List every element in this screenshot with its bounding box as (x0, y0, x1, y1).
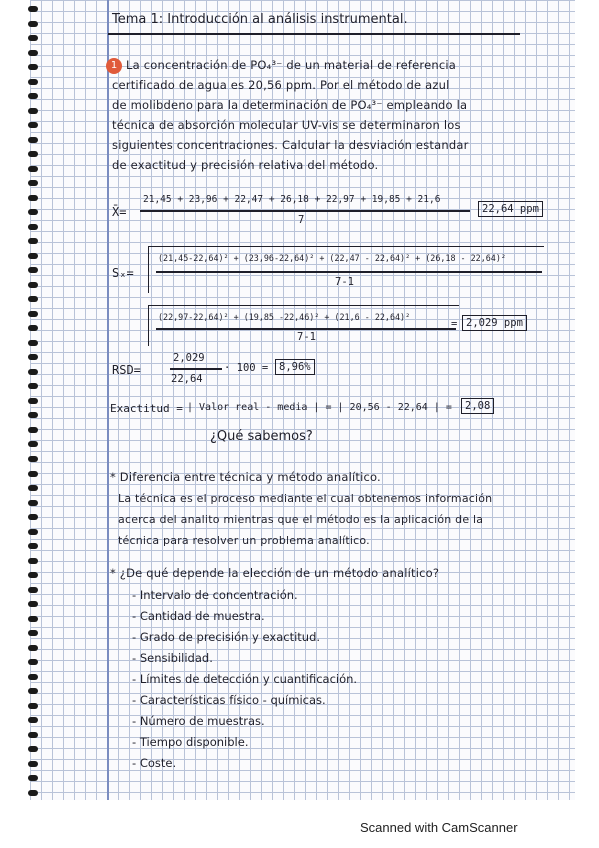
accuracy-expression: | Valor real - media | = | 20,56 - 22,64 | = (187, 402, 452, 413)
problem-line: siguientes concentraciones. Calcular la desviación estandar (112, 138, 469, 152)
binding-hole (28, 412, 38, 418)
rsd-result: 8,96% (275, 359, 315, 375)
binding-hole (28, 427, 38, 433)
list-item-text: Intervalo de concentración. (139, 588, 298, 602)
list-item: - Características físico - químicas. (132, 693, 326, 707)
spiral-binding (28, 6, 42, 796)
stdev-label: Sₓ= (112, 266, 134, 280)
binding-hole (28, 224, 38, 230)
binding-hole (28, 50, 38, 56)
rsd-numerator: 2,029 (173, 352, 205, 364)
scanner-watermark: Scanned with CamScanner (360, 820, 518, 835)
binding-hole (28, 296, 38, 302)
rsd-fraction-bar (170, 368, 222, 370)
binding-hole (28, 354, 38, 360)
binding-hole (28, 6, 38, 12)
mean-result: 22,64 ppm (478, 201, 543, 217)
binding-hole (28, 572, 38, 578)
binding-hole (28, 340, 38, 346)
binding-hole (28, 732, 38, 738)
binding-hole (28, 79, 38, 85)
binding-hole (28, 383, 38, 389)
binding-hole (28, 746, 38, 752)
binding-hole (28, 108, 38, 114)
binding-hole (28, 166, 38, 172)
binding-hole (28, 587, 38, 593)
problem-line: técnica de absorción molecular UV-vis se determinaron los (112, 118, 461, 132)
binding-hole (28, 630, 38, 636)
accuracy-label: Exactitud = (110, 402, 183, 415)
binding-hole (28, 790, 38, 796)
binding-hole (28, 601, 38, 607)
rsd-label: RSD= (112, 363, 141, 377)
binding-hole (28, 282, 38, 288)
binding-hole (28, 253, 38, 259)
accuracy-result: 2,08 (461, 398, 494, 414)
section-title: ¿Qué sabemos? (210, 429, 313, 444)
binding-hole (28, 137, 38, 143)
problem-line: La concentración de PO₄³⁻ de un material de referencia (126, 58, 457, 72)
mean-denominator: 7 (298, 214, 305, 226)
stdev-denominator-1: 7-1 (335, 276, 354, 288)
binding-hole (28, 122, 38, 128)
difference-line: técnica para resolver un problema analítico. (118, 534, 370, 547)
list-item: - Tiempo disponible. (132, 735, 249, 749)
list-item: - Número de muestras. (132, 714, 265, 728)
binding-hole (28, 659, 38, 665)
list-item-text: Tiempo disponible. (139, 735, 249, 749)
binding-hole (28, 325, 38, 331)
stdev-fraction-bar-1 (156, 271, 542, 273)
binding-hole (28, 645, 38, 651)
binding-hole (28, 688, 38, 694)
binding-hole (28, 616, 38, 622)
list-item-text: Cantidad de muestra. (139, 609, 265, 623)
stdev-numerator-2: (22,97-22,64)² + (19,85 -22,46)² + (21,6 - 22,64)² (158, 312, 411, 322)
binding-hole (28, 558, 38, 564)
choice-heading: * ¿De qué depende la elección de un método analítico? (110, 566, 440, 580)
binding-hole (28, 238, 38, 244)
binding-hole (28, 93, 38, 99)
binding-hole (28, 500, 38, 506)
list-item: - Coste. (132, 756, 177, 770)
binding-hole (28, 151, 38, 157)
binding-hole (28, 456, 38, 462)
binding-hole (28, 514, 38, 520)
list-item: - Límites de detección y cuantificación. (132, 672, 358, 686)
stdev-result: 2,029 ppm (462, 315, 527, 331)
problem-line: de molibdeno para la determinación de PO₄³⁻ empleando la (112, 98, 468, 112)
problem-line: certificado de agua es 20,56 ppm. Por el método de azul (112, 78, 450, 92)
binding-hole (28, 441, 38, 447)
stdev-fraction-bar-2 (156, 328, 456, 330)
equals-sign: = (451, 318, 458, 330)
binding-hole (28, 471, 38, 477)
page-title: Tema 1: Introducción al análisis instrumental. (112, 12, 408, 27)
stdev-numerator-1: (21,45-22,64)² + (23,96-22,64)² + (22,47 - 22,64)² + (26,18 - 22,64)² (158, 253, 506, 263)
binding-hole (28, 209, 38, 215)
margin-line (107, 0, 109, 800)
list-item-text: Límites de detección y cuantificación. (139, 672, 358, 686)
binding-hole (28, 311, 38, 317)
binding-hole (28, 35, 38, 41)
binding-hole (28, 398, 38, 404)
list-item: - Cantidad de muestra. (132, 609, 265, 623)
rsd-multiplier: · 100 = (224, 362, 269, 374)
list-item: - Sensibilidad. (132, 651, 213, 665)
difference-heading: * Diferencia entre técnica y método analítico. (110, 470, 381, 484)
mean-label: X̄= (112, 205, 127, 219)
binding-hole (28, 195, 38, 201)
problem-line: de exactitud y precisión relativa del método. (112, 158, 379, 172)
list-item-text: Coste. (139, 756, 177, 770)
binding-hole (28, 703, 38, 709)
binding-hole (28, 543, 38, 549)
list-item-text: Características físico - químicas. (139, 693, 326, 707)
binding-hole (28, 485, 38, 491)
title-underline (108, 33, 520, 35)
problem-number-badge: 1 (106, 58, 122, 74)
binding-hole (28, 267, 38, 273)
difference-line: acerca del analito mientras que el método es la aplicación de la (118, 513, 484, 526)
binding-hole (28, 21, 38, 27)
list-item: - Grado de precisión y exactitud. (132, 630, 321, 644)
binding-hole (28, 64, 38, 70)
binding-hole (28, 717, 38, 723)
difference-line: La técnica es el proceso mediante el cual obtenemos información (118, 492, 493, 505)
binding-hole (28, 674, 38, 680)
binding-hole (28, 369, 38, 375)
binding-hole (28, 761, 38, 767)
list-item-text: Grado de precisión y exactitud. (139, 630, 321, 644)
binding-hole (28, 180, 38, 186)
list-item-text: Sensibilidad. (139, 651, 213, 665)
binding-hole (28, 775, 38, 781)
binding-hole (28, 529, 38, 535)
mean-fraction-bar (140, 210, 470, 212)
stdev-denominator-2: 7-1 (297, 331, 316, 343)
list-item-text: Número de muestras. (139, 714, 265, 728)
rsd-denominator: 22,64 (171, 373, 203, 385)
list-item: - Intervalo de concentración. (132, 588, 298, 602)
mean-numerator: 21,45 + 23,96 + 22,47 + 26,18 + 22,97 + 19,85 + 21,6 (143, 194, 441, 205)
